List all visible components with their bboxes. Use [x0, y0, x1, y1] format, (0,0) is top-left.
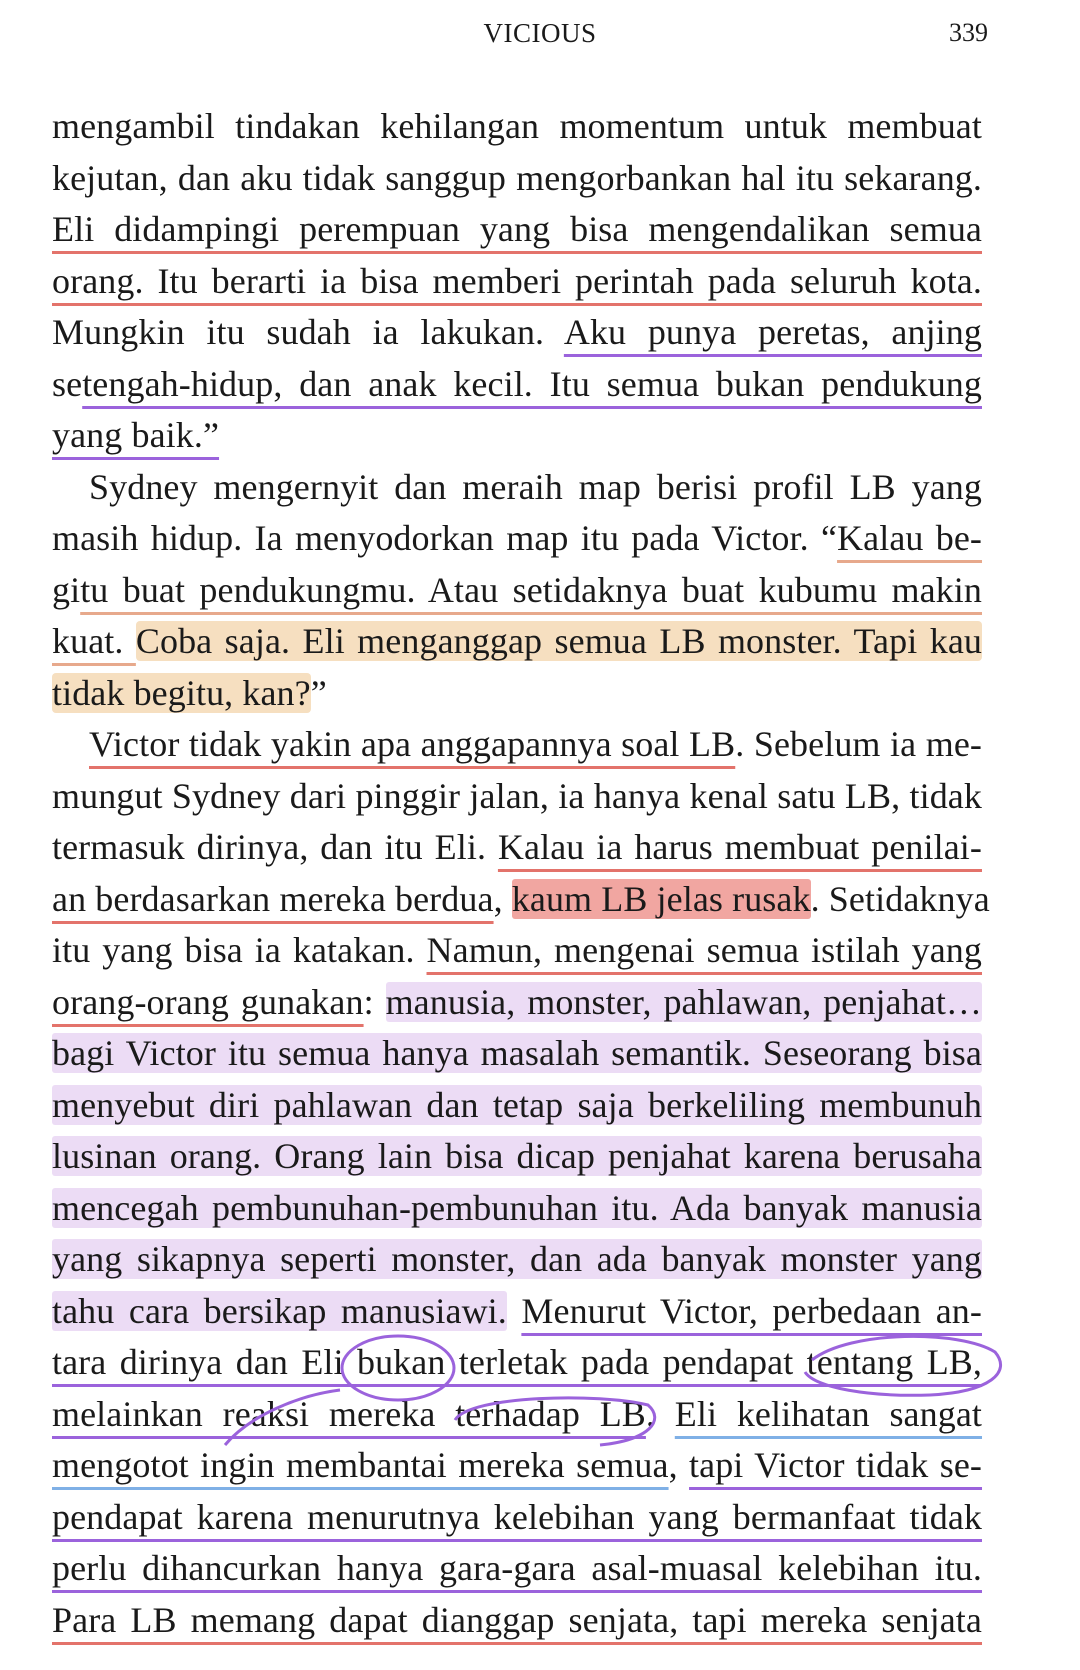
text-line: mengambil tindakan kehilangan momentum untuk membuat — [52, 106, 982, 146]
running-title: VICIOUS — [483, 18, 597, 48]
text-line: Victor tidak yakin apa anggapannya soal LB. Sebelum ia me- — [89, 724, 982, 764]
purple-underline: melainkan reaksi mereka terhadap LB — [52, 1393, 646, 1434]
text-line — [52, 1183, 982, 1235]
text-line: an berdasarkan mereka berdua, kaum LB jelas rusak. Setidaknya — [52, 878, 990, 919]
text-line — [52, 1543, 982, 1595]
text-line — [52, 1080, 982, 1132]
red-underline: Kalau ia harus membuat penilai- — [497, 827, 982, 867]
purple-underline: tara dirinya dan Eli bukan terletak pada pendapat tentang LB, — [52, 1342, 982, 1382]
lavender-highlight: manusia, monster, pahlawan, penjahat… — [385, 981, 983, 1022]
red-underline: Para LB memang dapat dianggap senjata, tapi mereka senjata — [52, 1599, 982, 1640]
purple-underline: Menurut Victor, perbedaan an- — [521, 1290, 982, 1331]
text-line — [52, 1492, 982, 1544]
lavender-highlight: bagi Victor itu semua hanya masalah semantik. Seseorang bisa — [52, 1033, 982, 1073]
peach-highlight: tidak begitu, kan? — [52, 672, 311, 713]
red-underline: orang-orang gunakan — [52, 981, 364, 1022]
text-line: Sydney mengernyit dan meraih map berisi profil LB yang — [89, 466, 982, 507]
text-line: orang-orang gunakan: manusia, monster, pahlawan, penjahat… — [52, 981, 983, 1022]
purple-underline: perlu dihancurkan hanya gara-gara asal-muasal kelebihan itu. — [52, 1548, 982, 1588]
text-line — [52, 1286, 982, 1338]
blue-underline: Eli kelihatan sangat — [674, 1393, 983, 1434]
red-underline: orang. Itu berarti ia bisa memberi perintah pada seluruh kota. — [52, 260, 982, 301]
text-line: masih hidup. Ia menyodorkan map itu pada Victor. “Kalau be- — [52, 518, 983, 558]
text-line: gitu buat pendukungmu. Atau setidaknya buat kubumu makin — [52, 569, 982, 610]
text-line: itu yang bisa ia katakan. Namun, mengenai semua istilah yang — [52, 930, 982, 970]
purple-underline: Aku punya peretas, anjing — [563, 312, 982, 352]
red-highlight: kaum LB jelas rusak — [511, 878, 811, 919]
text-line: setengah-hidup, dan anak kecil. Itu semua bukan pendukung — [52, 363, 982, 404]
text-line — [52, 1028, 982, 1080]
lavender-highlight: menyebut diri pahlawan dan tetap saja berkeliling membunuh — [52, 1084, 982, 1125]
text-line — [52, 1337, 982, 1389]
purple-underline: yang baik.” — [52, 415, 220, 455]
text-line: mengotot ingin membantai mereka semua, tapi Victor tidak se- — [52, 1445, 983, 1485]
purple-underline: tapi Victor tidak se- — [689, 1445, 983, 1485]
orange-underline: kuat. — [52, 621, 136, 661]
orange-underline: Kalau be- — [837, 518, 983, 558]
page-header — [0, 18, 1080, 58]
red-underline: Namun, mengenai semua istilah yang — [426, 930, 982, 970]
red-underline: Eli didampingi perempuan yang bisa mengendalikan semua — [52, 209, 982, 249]
purple-underline: tengah-hidup, dan anak kecil. Itu semua bukan pendukung — [82, 363, 982, 404]
text-line — [52, 256, 982, 308]
text-line: melainkan reaksi mereka terhadap LB. Eli kelihatan sangat — [52, 1393, 983, 1434]
blue-underline: mengotot ingin membantai mereka semua — [52, 1445, 669, 1485]
orange-underline: tu buat pendukungmu. Atau setidaknya buat kubumu makin — [80, 569, 982, 610]
text-line — [52, 1234, 982, 1286]
lavender-highlight: yang sikapnya seperti monster, dan ada banyak monster yang — [52, 1239, 982, 1279]
purple-underline: pendapat karena menurutnya kelebihan yang bermanfaat tidak — [52, 1496, 982, 1537]
page-body — [52, 101, 990, 1646]
text-line: kejutan, dan aku tidak sanggup mengorbankan hal itu sekarang. — [52, 157, 982, 198]
text-line: tidak begitu, kan?” — [52, 672, 327, 713]
text-line — [52, 616, 982, 668]
red-underline: an berdasarkan mereka berdua — [52, 878, 494, 919]
lavender-highlight: lusinan orang. Orang lain bisa dicap penjahat karena berusaha — [52, 1136, 982, 1176]
text-line: termasuk dirinya, dan itu Eli. Kalau ia harus membuat penilai- — [52, 827, 982, 867]
lavender-highlight: mencegah pembunuhan-pembunuhan itu. Ada banyak manusia — [52, 1187, 982, 1228]
text-line — [52, 1131, 982, 1183]
text-line — [52, 1595, 982, 1647]
text-line — [52, 204, 982, 256]
red-underline: Victor tidak yakin apa anggapannya soal LB — [89, 724, 736, 764]
text-line — [52, 410, 982, 462]
text-line: mungut Sydney dari pinggir jalan, ia hanya kenal satu LB, tidak — [52, 775, 982, 816]
page-number: 339 — [949, 18, 988, 47]
peach-highlight: Coba saja. Eli menganggap semua LB monster. Tapi kau — [135, 621, 982, 661]
text-line: Mungkin itu sudah ia lakukan. Aku punya peretas, anjing — [52, 312, 982, 352]
lavender-highlight: tahu cara bersikap manusiawi. — [52, 1290, 507, 1331]
